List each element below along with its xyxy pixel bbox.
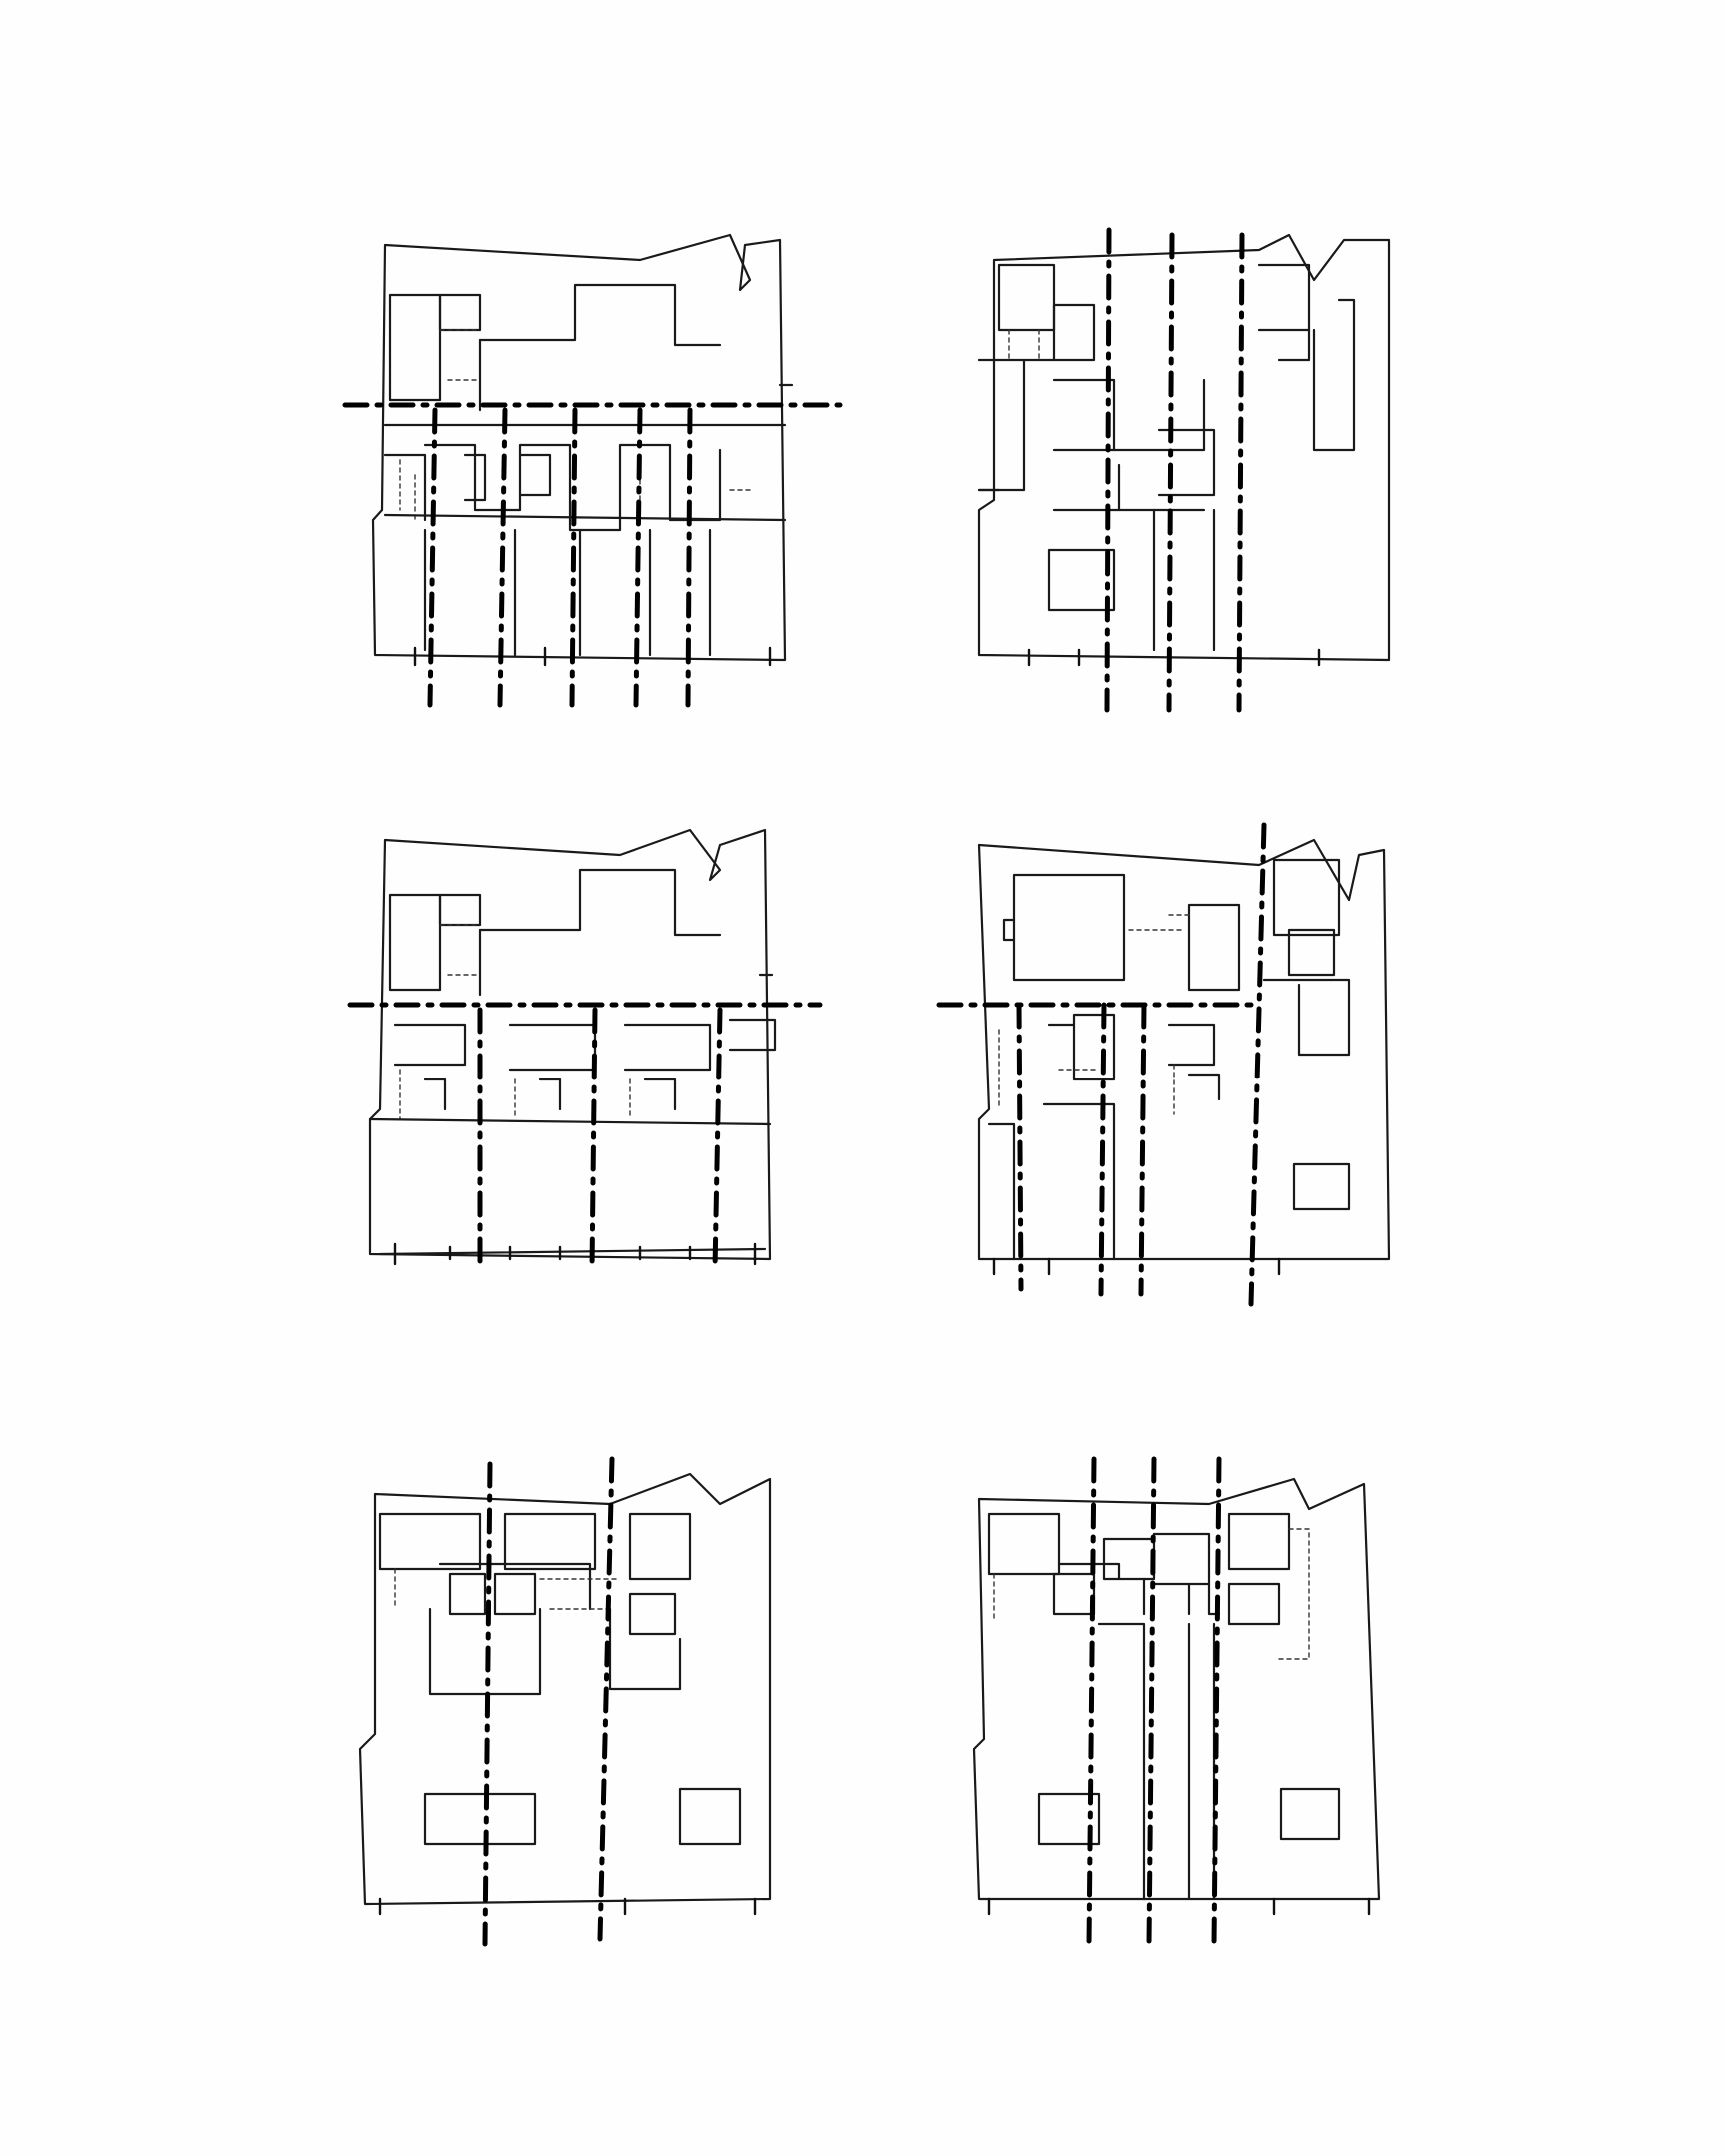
plan-diagram-5 <box>340 1439 820 1959</box>
site-outline <box>979 235 1389 660</box>
plan-diagram-3 <box>340 820 860 1309</box>
ground-ticks <box>989 1899 1369 1914</box>
ground-ticks <box>395 1244 755 1264</box>
plan-diagram-6 <box>959 1439 1399 1959</box>
plan-diagram-4 <box>939 820 1419 1319</box>
room-blocks <box>989 860 1349 1259</box>
dashed-axes <box>350 1005 820 1269</box>
plan-diagram-2 <box>959 220 1419 730</box>
room-blocks <box>380 1514 740 1844</box>
site-outline <box>974 1479 1379 1899</box>
dashed-axes <box>1089 1459 1219 1944</box>
site-outline <box>979 840 1389 1259</box>
room-blocks <box>385 285 792 655</box>
dashed-axes <box>1107 230 1242 710</box>
site-outline <box>360 1474 770 1904</box>
ground-ticks <box>994 1259 1279 1274</box>
plan-diagram-1 <box>340 230 860 730</box>
room-blocks <box>979 265 1354 650</box>
room-blocks <box>989 1514 1339 1899</box>
